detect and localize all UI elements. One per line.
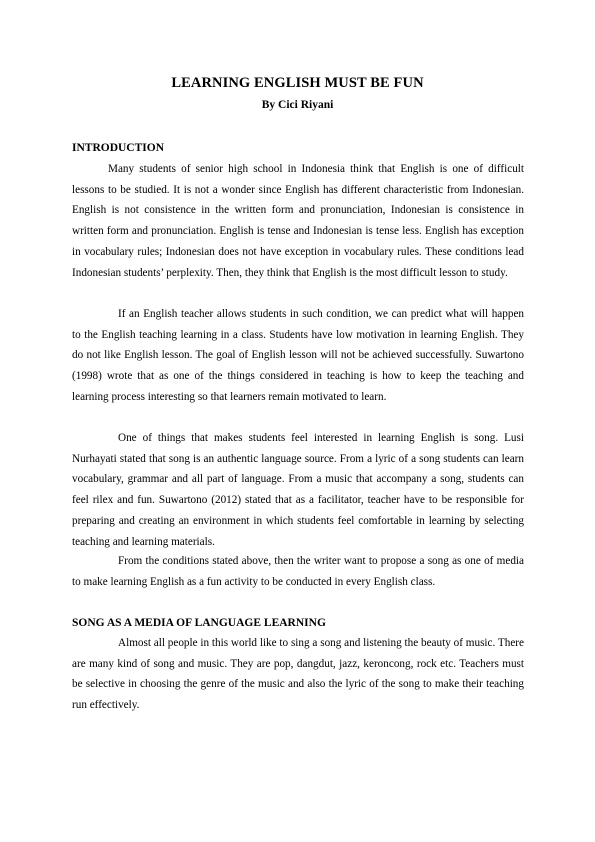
intro-paragraph-2: If an English teacher allows students in such condition, we can predict what will happen to the English teaching learning in a class. Students have low motivation in learning English. They do not like English lesson. The goal of English lesson will not be achieved successfully. Suwartono (1998) wrote that as one of the things considered in teaching is how to keep the teaching and learning process interesting so that learners remain motivated to learn. bbox=[72, 308, 524, 403]
song-paragraph-1: Almost all people in this world like to sing a song and listening the beauty of music. There are many kind of song and music. They are pop, dangdut, jazz, keroncong, rock etc. Teachers must be selective in choosing the genre of the music and also the lyric of the song to make their teaching run effectively. bbox=[72, 637, 524, 712]
document-author: By Cici Riyani bbox=[261, 99, 334, 111]
intro-paragraph-3: One of things that makes students feel interested in learning English is song. Lusi Nurhayati stated that song is an authentic language source. From a lyric of a song students can learn vocabulary, grammar and all part of language. From a music that accompany a song, students can feel rilex and fun. Suwartono (2012) stated that as a facilitator, teacher have to be responsible for preparing and creating an environment in which students feel comfortable in learning by selecting teaching and learning materials. bbox=[72, 432, 524, 548]
intro-paragraph-1: Many students of senior high school in Indonesia think that English is one of difficult lessons to be studied. It is not a wonder since English has different characteristic from Indonesian. English is not consistence in the written form and pronunciation, Indonesian is consistence in written form and pronunciation. English is tense and Indonesian is tense less. English has exception in vocabulary rules; Indonesian does not have exception in vocabulary rules. These conditions lead Indonesian students’ perplexity. Then, they think that English is the most difficult lesson to study. bbox=[72, 163, 524, 279]
intro-paragraph-4: From the conditions stated above, then the writer want to propose a song as one of media to make learning English as a fun activity to be conducted in every English class. bbox=[72, 555, 524, 588]
document-title: LEARNING ENGLISH MUST BE FUN bbox=[171, 75, 424, 91]
section-heading-introduction: INTRODUCTION bbox=[72, 142, 165, 154]
section-heading-song-as-media: SONG AS A MEDIA OF LANGUAGE LEARNING bbox=[72, 617, 326, 629]
